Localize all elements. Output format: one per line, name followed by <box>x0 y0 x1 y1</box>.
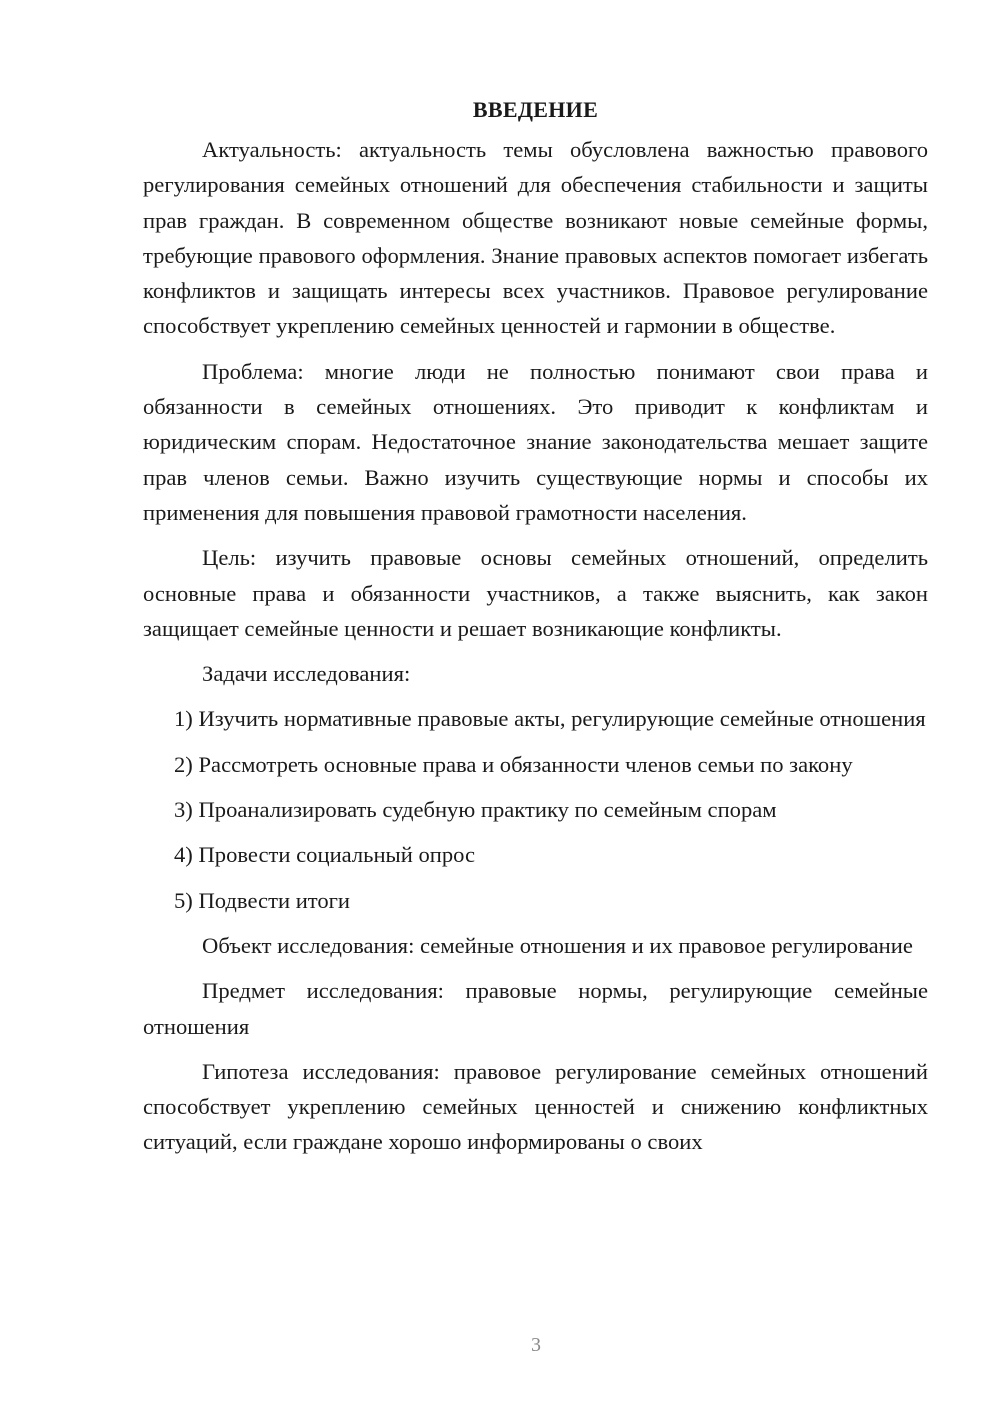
paragraph-hypothesis: Гипотеза исследования: правовое регулирование семейных отношений способствует укреплению семейных ценностей и снижению конфликтных ситуаций, если граждане хорошо информированы о своих <box>143 1058 928 1155</box>
page-number: 3 <box>531 1334 541 1356</box>
paragraph-subject: Предмет исследования: правовые нормы, регулирующие семейные отношения <box>143 978 928 1039</box>
task-item-4: 4) Провести социальный опрос <box>174 842 476 868</box>
task-item-3: 3) Проанализировать судебную практику по семейным спорам <box>174 797 777 823</box>
paragraph-object: Объект исследования: семейные отношения и их правовое регулирование <box>202 932 913 958</box>
page-title: ВВЕДЕНИЕ <box>472 97 599 122</box>
task-item-5: 5) Подвести итоги <box>174 887 351 913</box>
task-item-1: 1) Изучить нормативные правовые акты, регулирующие семейные отношения <box>174 706 926 732</box>
paragraph-relevance: Актуальность: актуальность темы обусловлена важностью правового регулирования семейных отношений для обеспечения стабильности и защиты прав граждан. В современном обществе возникают новые семейные формы, требующие правового оформления. Знание правовых аспектов помогает избегать конфликтов и защищать интересы всех участников. Правовое регулирование способствует укреплению семейных ценностей и гармонии в обществе. <box>143 137 928 339</box>
paragraph-goal: Цель: изучить правовые основы семейных отношений, определить основные права и обязанности участников, а также выяснить, как закон защищает семейные ценности и решает возникающие конфликты. <box>143 545 928 641</box>
document-body <box>143 92 928 1170</box>
tasks-heading: Задачи исследования: <box>202 661 411 687</box>
task-item-2: 2) Рассмотреть основные права и обязанности членов семьи по закону <box>174 751 853 777</box>
paragraph-problem: Проблема: многие люди не полностью понимают свои права и обязанности в семейных отношениях. Это приводит к конфликтам и юридическим спорам. Недостаточное знание законодательства мешает защите прав членов семьи. Важно изучить существующие нормы и способы их применения для повышения правовой грамотности населения. <box>143 358 928 525</box>
